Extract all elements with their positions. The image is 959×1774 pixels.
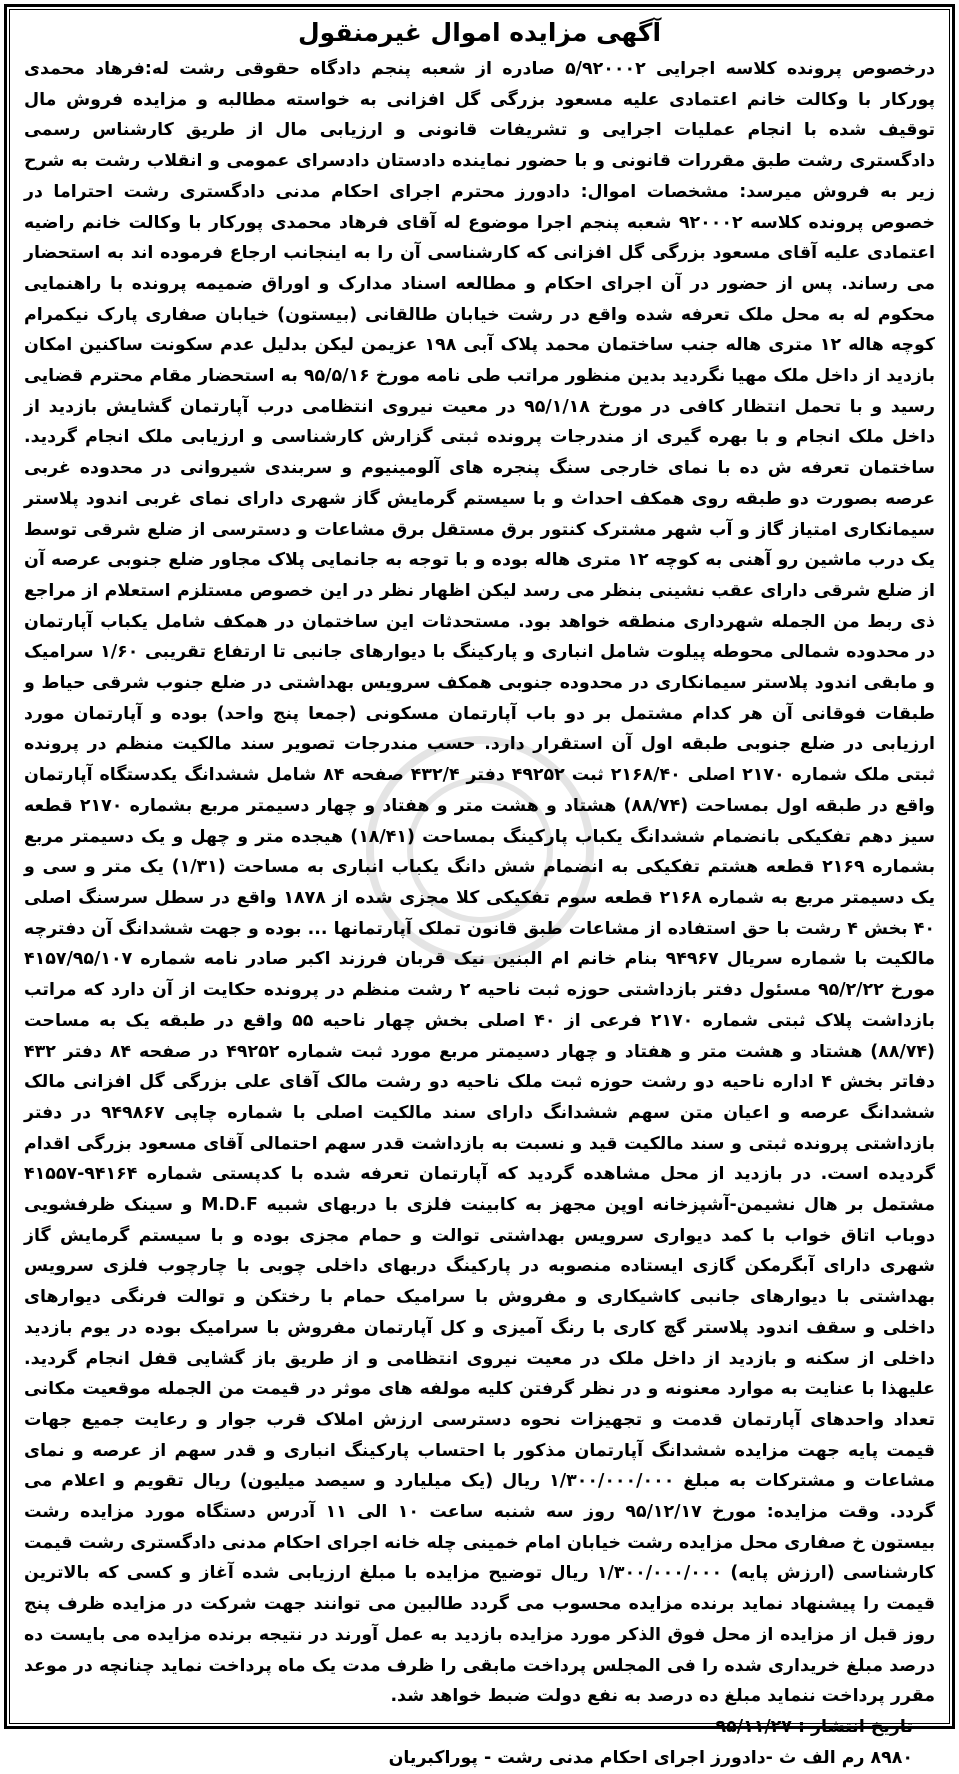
notice-body: درخصوص پرونده کلاسه اجرایی ۵/۹۲۰۰۰۲ صادره از شعبه پنجم دادگاه حقوقی رشت له:فرهاد محمدی پورکار با وکالت خانم اعتمادی علیه مسعود بزرگی گل افزانی به خواسته مطالبه و مزایده فروش مال توقیف شده با انجام عملیات اجرایی و تشریفات قانونی و ارزیابی مال از طریق کارشناس رسمی دادگستری رشت طبق مقررات قانونی و با حضور نماینده دادستان دادسرای عمومی و انقلاب رشت به شرح زیر به فروش میرسد: مشخصات اموال: دادورز محترم اجرای احکام مدنی دادگستری رشت احتراما در خصوص پرونده کلاسه ۹۲۰۰۰۲ شعبه پنجم اجرا موضوع له آقای فرهاد محمدی پورکار با وکالت خانم راضیه اعتمادی علیه آقای مسعود بزرگی گل افزانی که کارشناسی آن را به اینجانب ارجاع فرموده اند به استحضار می رساند. پس از حضور در آن اجرای احکام و مطالعه اسناد مدارک و اوراق ضمیمه پرونده با راهنمایی محکوم له به محل ملک تعرفه شده واقع در رشت خیابان طالقانی (بیستون) خیابان صفاری پارک نیکمرام کوچه هاله ۱۲ متری هاله جنب ساختمان محمد پلاک آبی ۱۹۸ عزیمن لیکن بدلیل عدم سکونت ساکنین امکان بازدید از داخل ملک مهیا نگردید بدین منظور مراتب طی نامه مورخ ۹۵/۵/۱۶ به استحضار مقام محترم قضایی رسید و با تحمل انتظار کافی در مورخ ۹۵/۱/۱۸ در معیت نیروی انتظامی درب آپارتمان گشایش بازدید از داخل ملک انجام و با بهره گیری از مندرجات پرونده ثبتی گزارش کارشناسی و ارزیابی ملک انجام گردید. ساختمان تعرفه ش ده با نمای خارجی سنگ پنجره های آلومینیوم و سربندی شیروانی در محدوده غربی عرصه بصورت دو طبقه روی همکف احداث و با سیستم گرمایش گاز شهری دارای نمای غربی اندود پلاستر سیمانکاری امتیاز گاز و آب شهر مشترک کنتور برق مستقل برق مشاعات و دسترسی از ضلع شرقی توسط یک درب ماشین رو آهنی به کوچه ۱۲ متری هاله بوده و با توجه به جانمایی پلاک مجاور ضلع جنوبی عرصه آن از ضلع شرقی دارای عقب نشینی بنظر می رسد لیکن اظهار نظر در این خصوص مستلزم استعلام از مراجع ذی ربط من الجمله شهرداری منطقه خواهد بود. مستحدثات این ساختمان در همکف شامل یکباب آپارتمان در محدوده شمالی محوطه پیلوت شامل انباری و پارکینگ با دیوارهای جانبی تا ارتفاع تقریبی ۱/۶۰ سرامیک و مابقی اندود پلاستر سیمانکاری در محدوده جنوبی همکف سرویس بهداشتی در ضلع جنوب شرقی حیاط و طبقات فوقانی آن هر کدام مشتمل بر دو باب آپارتمان مسکونی (جمعا پنج واحد) بوده و آپارتمان مورد ارزیابی در ضلع جنوبی طبقه اول آن استقرار دارد. حسب مندرجات تصویر سند مالکیت منظم در پرونده ثبتی ملک شماره ۲۱۷۰ اصلی ۲۱۶۸/۴۰ ثبت ۴۹۲۵۲ دفتر ۴۳۲/۴ صفحه ۸۴ شامل ششدانگ یکدستگاه آپارتمان واقع در طبقه اول بمساحت (۸۸/۷۴) هشتاد و هشت متر و هفتاد و چهار دسیمتر مربع بشماره ۲۱۷۰ قطعه سیز دهم تفکیکی بانضمام ششدانگ یکباب پارکینگ بمساحت (۱۸/۴۱) هیجده متر و چهل و یک دسیمتر مربع بشماره ۲۱۶۹ قطعه هشتم تفکیکی به انضمام شش دانگ یکباب انباری به مساحت (۱/۳۱) یک متر و سی و یک دسیمتر مربع به شماره ۲۱۶۸ قطعه سوم تفکیکی کلا مجزی شده از ۱۸۷۸ واقع در سطل سرسنگ اصلی ۴۰ بخش ۴ رشت با حق استفاده از مشاعات طبق قانون تملک آپارتمانها ... بوده و جهت ششدانگ آن دفترچه مالکیت با شماره سریال ۹۴۹۶۷ بنام خانم ام البنین نیک قربان فرزند اکبر صادر نامه شماره ۴۱۵۷/۹۵/۱۰۷ مورخ ۹۵/۲/۲۲ مسئول دفتر بازداشتی حوزه ثبت ناحیه ۲ رشت منظم در پرونده حکایت از آن دارد که مراتب بازداشت پلاک ثبتی شماره ۲۱۷۰ فرعی از ۴۰ اصلی بخش چهار ناحیه ۵۵ واقع در طبقه یک به مساحت (۸۸/۷۴) هشتاد و هشت متر و هفتاد و چهار دسیمتر مربع مورد ثبت شماره ۴۹۲۵۲ در صفحه ۸۴ دفتر ۴۳۲ دفاتر بخش ۴ اداره ناحیه دو رشت حوزه ثبت ملک ناحیه دو رشت مالک آقای علی بزرگی گل افزانی مالک ششدانگ عرصه و اعیان متن سهم ششدانگ دارای سند مالکیت اصلی با شماره چاپی ۹۴۹۸۶۷ در دفتر بازداشتی پرونده ثبتی و سند مالکیت قید و نسبت به بازداشت قدر سهم احتمالی آقای مسعود بزرگی اقدام گردیده است. در بازدید از محل مشاهده گردید که آپارتمان تعرفه شده با کدپستی شماره ۹۴۱۶۴-۴۱۵۵۷ مشتمل بر هال نشیمن-آشپزخانه اوپن مجهز به کابینت فلزی با دربهای شبیه M.D.F و سینک ظرفشویی دوباب اتاق خواب با کمد دیواری سرویس بهداشتی توالت و حمام مجزی بوده و با سیستم گرمایش گاز شهری دارای آبگرمکن گازی ایستاده منصوبه در پارکینگ دربهای داخلی چوبی با چارچوب فلزی سرویس بهداشتی با دیوارهای جانبی کاشیکاری و مفروش با سرامیک حمام با رختکن و توالت فرنگی دیوارهای داخلی و سقف اندود پلاستر گچ کاری با رنگ آمیزی و کل آپارتمان مفروش با سرامیک بوده در یوم بازدید داخلی از سکنه و بازدید از داخل ملک در معیت نیروی انتظامی و از طریق باز گشایی قفل انجام گردید. علیهذا با عنایت به موارد معنونه و در نظر گرفتن کلیه مولفه های موثر در قیمت من الجمله موقعیت مکانی تعداد واحدهای آپارتمان قدمت و تجهیزات نحوه دسترسی ارزش املاک قرب جوار و رعایت جمیع جهات قیمت پایه جهت مزایده ششدانگ آپارتمان مذکور با احتساب پارکینگ انباری و قدر سهم از عرصه و نمای مشاعات و مشترکات به مبلغ ۱/۳۰۰/۰۰۰/۰۰۰ ریال (یک میلیارد و سیصد میلیون) ریال تقویم و اعلام می گردد. وقت مزایده: مورخ ۹۵/۱۲/۱۷ روز سه شنبه ساعت ۱۰ الی ۱۱ آدرس دستگاه مورد مزایده رشت بیستون خ صفاری محل مزایده رشت خیابان امام خمینی چله خانه اجرای احکام مدنی دادگستری رشت قیمت کارشناسی (ارزش پایه) ۱/۳۰۰/۰۰۰/۰۰۰ ریال توضیح مزایده با مبلغ ارزیابی شده آغاز و کسی که بالاترین قیمت را پیشنهاد نماید برنده مزایده محسوب می گردد طالبین می توانند جهت شرکت در مزایده ظرف پنج روز قبل از مزایده از محل فوق الذکر مورد مزایده بازدید به عمل آورند در نتیجه برنده مزایده می بایست ده درصد مبلغ خریداری شده را فی المجلس پرداخت مابقی را ظرف مدت یک ماه پرداخت نماید چنانچه در موعد مقرر پرداخت ننماید مبلغ ده درصد به نفع دولت ضبط خواهد شد. [24,59,936,1707]
notice-footer [10,1712,949,1774]
publish-date: تاریخ انتشار : ۹۵/۱۱/۲۷ [715,1716,913,1737]
signature-line: ۸۹۸۰ رم الف ث -دادورز اجرای احکام مدنی رشت - پوراکبریان [388,1747,913,1768]
notice-title: آگهی مزایده اموال غیرمنقول [297,18,662,47]
